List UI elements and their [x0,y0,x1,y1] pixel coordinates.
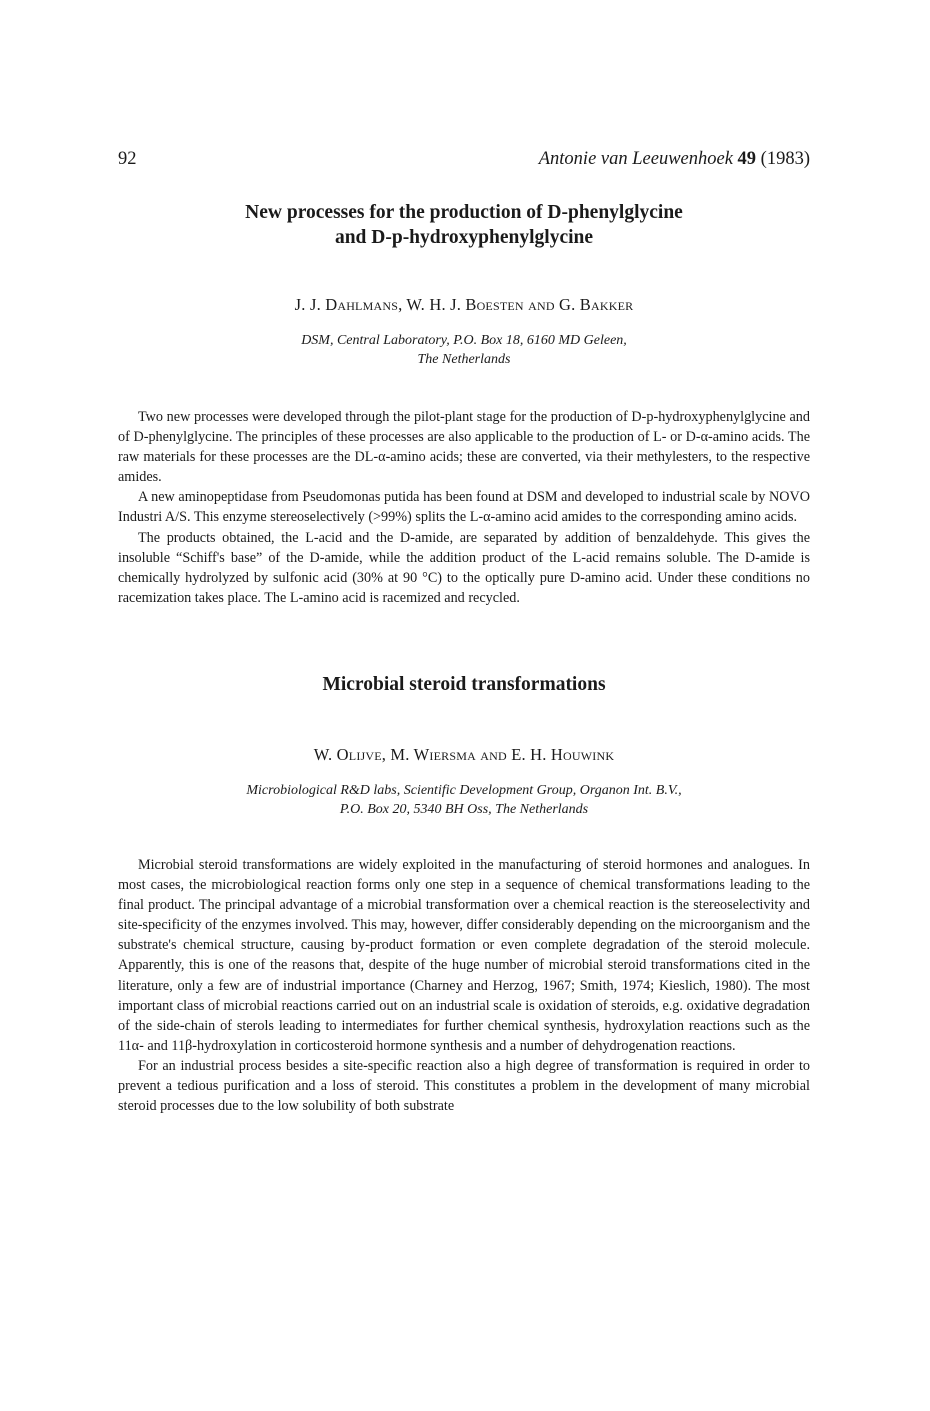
article1-paragraph: A new aminopeptidase from Pseudomonas putida has been found at DSM and developed to industrial scale by NOVO Industri A/S. This enzyme stereoselectively (>99%) splits the L-α-amino acid amides to the corresponding amino acids. [118,489,810,526]
article1-abstract [118,407,810,608]
page-number: 92 [118,149,137,169]
journal-citation [539,148,810,170]
article1-paragraph: Two new processes were developed through the pilot-plant stage for the production of D-p-hydroxyphenylglycine and of D-phenylglycine. The principles of these processes are also applicable to the production of L- or D-α-amino acids. The raw materials for these processes are the DL-α-amino acids; these are converted, via their methylesters, to the respective amides. [118,409,810,486]
article2-authors: W. Olijve, M. Wiersma and E. H. Houwink [313,744,615,764]
article1-affiliation-line2: The Netherlands [417,352,511,367]
article1-paragraph: The products obtained, the L-acid and the D-amide, are separated by addition of benzaldehyde. This gives the insoluble “Schiff's base” of the D-amide, while the addition product of the L-acid remains soluble. The D-amide is chemically hydrolyzed by sulfonic acid (30% at 90 °C) to the optically pure D-amino acid. Under these conditions no racemization takes place. The L-amino acid is racemized and recycled. [118,529,810,606]
article1-title-line2: and D-p-hydroxyphenylglycine [334,227,594,248]
journal-volume: 49 [737,149,757,169]
journal-year: (1983) [760,149,810,169]
article1-affiliation-line1: DSM, Central Laboratory, P.O. Box 18, 6160 MD Geleen, [301,333,627,348]
journal-page [118,148,810,1116]
article1-authors: J. J. Dahlmans, W. H. J. Boesten and G. Bakker [294,295,634,314]
article2-paragraph: Microbial steroid transformations are widely exploited in the manufacturing of steroid hormones and analogues. In most cases, the microbiological reaction forms only one step in a sequence of chemical transformations leading to the final product. The principal advantage of a microbial transformation over a chemical reaction is the stereoselectivity and site-specificity of the enzymes involved. This may, however, differ considerably depending on the microorganism and the substrate's chemical structure, causing by-product formation or even complete degradation of the steroid molecule. Apparently, this is one of the reasons that, despite of the huge number of microbial steroid transformations cited in the literature, only a few are of industrial importance (Charney and Herzog, 1967; Smith, 1974; Kieslich, 1980). The most important class of microbial reactions carried out on an industrial scale is oxidation of steroids, e.g. oxidative degradation of the side-chain of sterols leading to intermediates for further chemical synthesis, hydroxylation reactions such as the 11α- and 11β-hydroxylation in corticosteroid hormone synthesis and a number of dehydrogenation reactions. [118,856,810,1054]
article1-title [118,200,810,250]
running-head [118,148,810,170]
article1-affiliation [118,331,810,369]
article2-affiliation-line2: P.O. Box 20, 5340 BH Oss, The Netherlands [339,801,589,817]
article2-body [118,855,810,1116]
article2-paragraph: For an industrial process besides a site-specific reaction also a high degree of transformation is required in order to prevent a tedious purification and a loss of steroid. This constitutes a problem in the development of many microbial steroid processes due to the low solubility of both substrate [118,1057,810,1115]
article2-title: Microbial steroid transformations [322,673,606,695]
article1-title-line1: New processes for the production of D-phenylglycine [245,202,683,223]
article2-affiliation [118,781,810,819]
journal-name: Antonie van Leeuwenhoek [538,149,733,169]
article2-affiliation-line1: Microbiological R&D labs, Scientific Development Group, Organon Int. B.V., [246,782,682,798]
